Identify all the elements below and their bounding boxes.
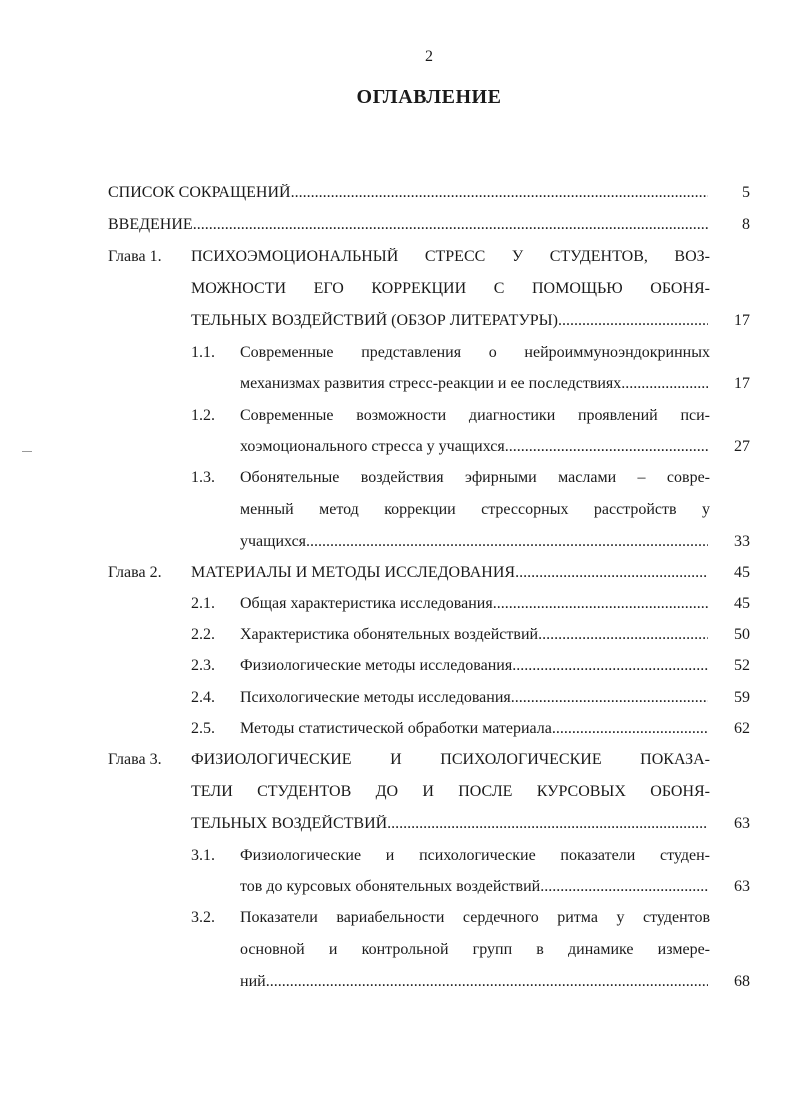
toc-entry-line: основной и контрольной групп в динамике измере- [240,941,710,958]
toc-page-number: 17 [734,375,750,392]
toc-page-number: 62 [734,720,750,737]
toc-entry-line: учащихся [240,533,307,550]
toc-entry-label: 1.2. [191,407,215,424]
toc-entry-label: 2.3. [191,657,215,674]
toc-page-number: 68 [734,973,750,990]
toc-entry-label: Глава 3. [108,751,162,768]
toc-entry-text: СПИСОК СОКРАЩЕНИЙ [108,184,291,201]
toc-entry-line: Современные представления о нейроиммуноэндокринных [240,344,710,361]
toc-page-number: 45 [734,564,750,581]
toc-entry-line: МОЖНОСТИ ЕГО КОРРЕКЦИИ С ПОМОЩЬЮ ОБОНЯ- [191,280,710,297]
toc-entry-line: Обонятельные воздействия эфирными маслами – совре- [240,469,710,486]
toc-entry-line: Характеристика обонятельных воздействий [240,626,539,643]
toc-entry-label: Глава 2. [108,564,162,581]
toc-entry-line: ТЕЛИ СТУДЕНТОВ ДО И ПОСЛЕ КУРСОВЫХ ОБОНЯ- [191,783,710,800]
toc-entry-line: ПСИХОЭМОЦИОНАЛЬНЫЙ СТРЕСС У СТУДЕНТОВ, ВОЗ- [191,248,710,265]
toc-entry-line: МАТЕРИАЛЫ И МЕТОДЫ ИССЛЕДОВАНИЯ [191,564,516,581]
toc-entry-label: 2.5. [191,720,215,737]
toc-entry-line: Физиологические и психологические показатели студен- [240,847,710,864]
scan-mark [22,451,32,452]
toc-entry-line: Общая характеристика исследования [240,595,493,612]
toc-entry-line: Методы статистической обработки материала [240,720,552,737]
toc-page-number: 63 [734,878,750,895]
toc-entry-line: ний [240,973,266,990]
toc-entry-line: хоэмоционального стресса у учащихся [240,438,505,455]
toc-entry-line: механизмах развития стресс-реакции и ее последствиях [240,375,622,392]
toc-entry-label: 3.1. [191,847,215,864]
toc-entry-line: Физиологические методы исследования [240,657,513,674]
toc-entry-line: Психологические методы исследования [240,689,511,706]
toc-entry-line: ТЕЛЬНЫХ ВОЗДЕЙСТВИЙ [191,815,388,832]
toc-entry-label: 2.1. [191,595,215,612]
toc-entry-line: ФИЗИОЛОГИЧЕСКИЕ И ПСИХОЛОГИЧЕСКИЕ ПОКАЗА- [191,751,710,768]
toc-entry-label: 1.1. [191,344,215,361]
toc-entry-label: 2.4. [191,689,215,706]
toc-page-number: 63 [734,815,750,832]
toc-entry-line: Современные возможности диагностики проявлений пси- [240,407,710,424]
toc-entry-line: ТЕЛЬНЫХ ВОЗДЕЙСТВИЙ (ОБЗОР ЛИТЕРАТУРЫ) [191,312,558,329]
page-title: ОГЛАВЛЕНИЕ [356,86,502,108]
toc-entry-label: Глава 1. [108,248,162,265]
toc-page-number: 45 [734,595,750,612]
toc-entry-label: 2.2. [191,626,215,643]
toc-page-number: 33 [734,533,750,550]
toc-page-number: 59 [734,689,750,706]
toc-page-number: 17 [734,312,750,329]
toc-page-number: 27 [734,438,750,455]
toc-entry-label: 1.3. [191,469,215,486]
toc-page-number: 50 [734,626,750,643]
page-number: 2 [425,48,433,65]
toc-entry-line: Показатели вариабельности сердечного ритма у студентов [240,909,710,926]
toc-entry-line: менный метод коррекции стрессорных расстройств у [240,501,710,518]
toc-entry-text: ВВЕДЕНИЕ [108,216,193,233]
toc-page-number: 8 [742,216,750,233]
toc-page-number: 52 [734,657,750,674]
toc-entry-line: тов до курсовых обонятельных воздействий [240,878,541,895]
toc-entry-label: 3.2. [191,909,215,926]
toc-page-number: 5 [742,184,750,201]
